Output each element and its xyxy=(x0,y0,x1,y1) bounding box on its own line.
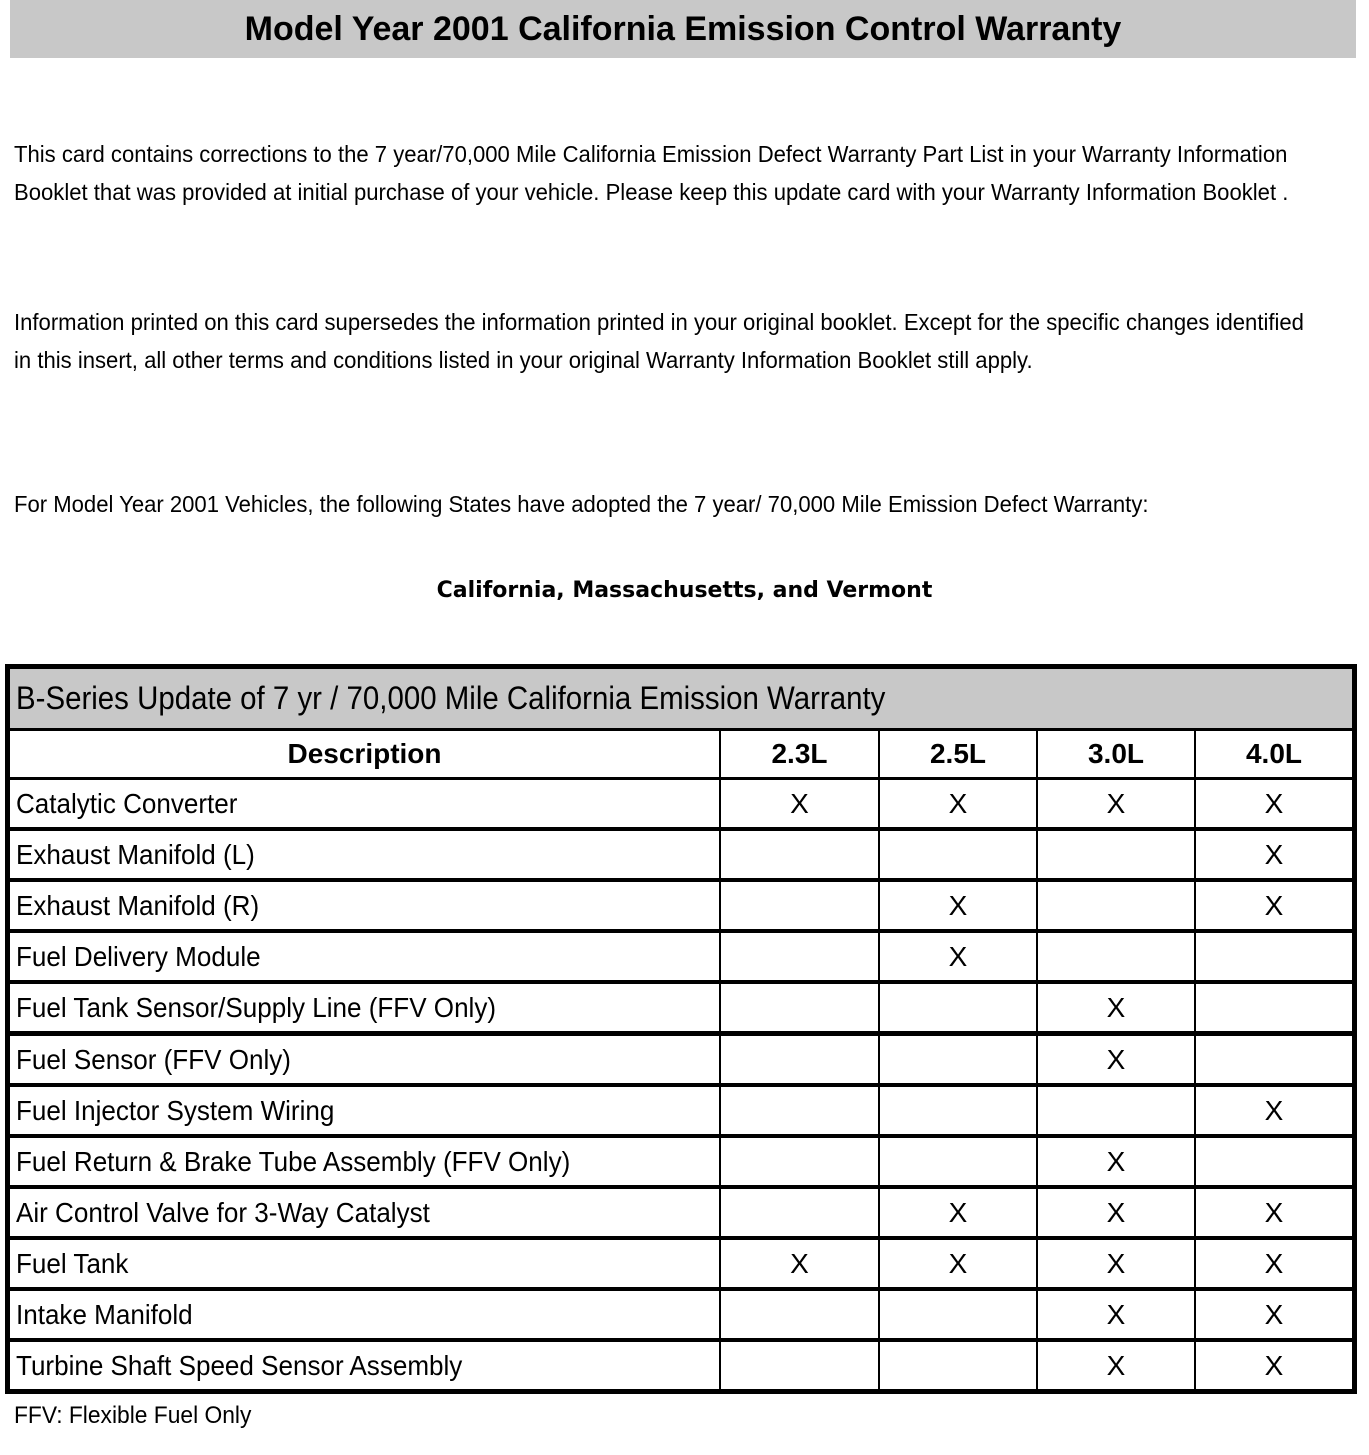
description-text: Turbine Shaft Speed Sensor Assembly xyxy=(16,1349,463,1381)
coverage-mark xyxy=(880,984,1036,1031)
coverage-mark xyxy=(1196,984,1352,1031)
coverage-mark xyxy=(880,1138,1036,1185)
description-text: Fuel Tank xyxy=(16,1247,129,1279)
coverage-mark xyxy=(880,1087,1036,1134)
coverage-mark: X xyxy=(1196,780,1352,827)
table-title xyxy=(10,669,1352,728)
coverage-mark xyxy=(721,933,878,980)
column-header-description: Description xyxy=(10,731,719,777)
coverage-mark: X xyxy=(1038,1138,1194,1185)
coverage-mark: X xyxy=(1196,1189,1352,1236)
coverage-mark xyxy=(1038,1087,1194,1134)
coverage-mark xyxy=(721,1087,878,1134)
intro-paragraph: This card contains corrections to the 7 year/70,000 Mile California Emission Defect Warranty Part List in your Warranty Information Booklet that was provided at initial purchase of your vehicle. Please keep this update card with your Warranty Information Booklet . xyxy=(14,141,1289,205)
coverage-mark xyxy=(1196,933,1352,980)
coverage-mark xyxy=(721,1036,878,1083)
description-text: Exhaust Manifold (L) xyxy=(16,838,255,870)
coverage-mark: X xyxy=(880,1240,1036,1287)
description-text: Exhaust Manifold (R) xyxy=(16,889,260,921)
coverage-mark xyxy=(721,882,878,929)
coverage-mark: X xyxy=(1038,1036,1194,1083)
description-text: Fuel Delivery Module xyxy=(16,940,261,972)
coverage-mark xyxy=(721,1189,878,1236)
table-row-description xyxy=(10,1087,719,1134)
coverage-mark: X xyxy=(1196,1291,1352,1338)
description-text: Fuel Return & Brake Tube Assembly (FFV Only) xyxy=(16,1145,571,1177)
coverage-mark xyxy=(880,1291,1036,1338)
coverage-mark: X xyxy=(1038,1189,1194,1236)
coverage-mark: X xyxy=(880,882,1036,929)
coverage-mark: X xyxy=(1196,1087,1352,1134)
column-header-engine: 2.3L xyxy=(721,731,878,777)
column-header-engine: 4.0L xyxy=(1196,731,1352,777)
description-text: Fuel Tank Sensor/Supply Line (FFV Only) xyxy=(16,991,497,1023)
coverage-mark xyxy=(1196,1036,1352,1083)
table-row-description xyxy=(10,882,719,929)
coverage-mark: X xyxy=(721,1240,878,1287)
supersede-paragraph: Information printed on this card supersedes the information printed in your original booklet. Except for the specific changes identified in this insert, all other terms and conditions listed in your original Warranty Information Booklet still apply. xyxy=(14,309,1304,373)
coverage-mark: X xyxy=(1038,1342,1194,1389)
table-row-description xyxy=(10,1240,719,1287)
coverage-mark: X xyxy=(721,780,878,827)
coverage-mark xyxy=(721,1342,878,1389)
coverage-mark xyxy=(1038,882,1194,929)
coverage-mark: X xyxy=(880,933,1036,980)
coverage-mark: X xyxy=(1038,984,1194,1031)
coverage-mark: X xyxy=(1038,780,1194,827)
table-row-description xyxy=(10,780,719,827)
description-text: Air Control Valve for 3-Way Catalyst xyxy=(16,1196,430,1228)
coverage-mark: X xyxy=(1196,831,1352,878)
coverage-mark xyxy=(1038,933,1194,980)
column-header-engine: 3.0L xyxy=(1038,731,1194,777)
footnote: FFV: Flexible Fuel Only xyxy=(14,1402,252,1429)
coverage-mark xyxy=(1038,831,1194,878)
table-row-description xyxy=(10,1342,719,1389)
coverage-mark: X xyxy=(1196,1342,1352,1389)
coverage-mark xyxy=(721,1138,878,1185)
coverage-mark: X xyxy=(880,1189,1036,1236)
table-row-description xyxy=(10,1189,719,1236)
coverage-mark xyxy=(880,1036,1036,1083)
description-text: Fuel Injector System Wiring xyxy=(16,1094,335,1126)
coverage-mark: X xyxy=(1038,1240,1194,1287)
warranty-table xyxy=(5,664,1357,1394)
coverage-mark: X xyxy=(1038,1291,1194,1338)
coverage-mark xyxy=(721,1291,878,1338)
table-row-description xyxy=(10,1291,719,1338)
coverage-mark xyxy=(1196,1138,1352,1185)
states-list: California, Massachusetts, and Vermont xyxy=(436,578,933,603)
coverage-mark xyxy=(880,1342,1036,1389)
coverage-mark xyxy=(721,984,878,1031)
table-row-description xyxy=(10,984,719,1031)
states-intro-paragraph: For Model Year 2001 Vehicles, the following States have adopted the 7 year/ 70,000 Mile Emission Defect Warranty: xyxy=(14,491,1149,517)
table-title-text: B-Series Update of 7 yr / 70,000 Mile California Emission Warranty xyxy=(16,680,886,716)
coverage-mark: X xyxy=(880,780,1036,827)
coverage-mark: X xyxy=(1196,882,1352,929)
table-row-description xyxy=(10,1036,719,1083)
description-text: Fuel Sensor (FFV Only) xyxy=(16,1043,291,1075)
description-text: Intake Manifold xyxy=(16,1298,193,1330)
coverage-mark xyxy=(880,831,1036,878)
coverage-mark xyxy=(721,831,878,878)
description-text: Catalytic Converter xyxy=(16,787,238,819)
table-row-description xyxy=(10,831,719,878)
page-title: Model Year 2001 California Emission Control Warranty xyxy=(10,0,1356,58)
table-row-description xyxy=(10,1138,719,1185)
table-row-description xyxy=(10,933,719,980)
column-header-engine: 2.5L xyxy=(880,731,1036,777)
coverage-mark: X xyxy=(1196,1240,1352,1287)
